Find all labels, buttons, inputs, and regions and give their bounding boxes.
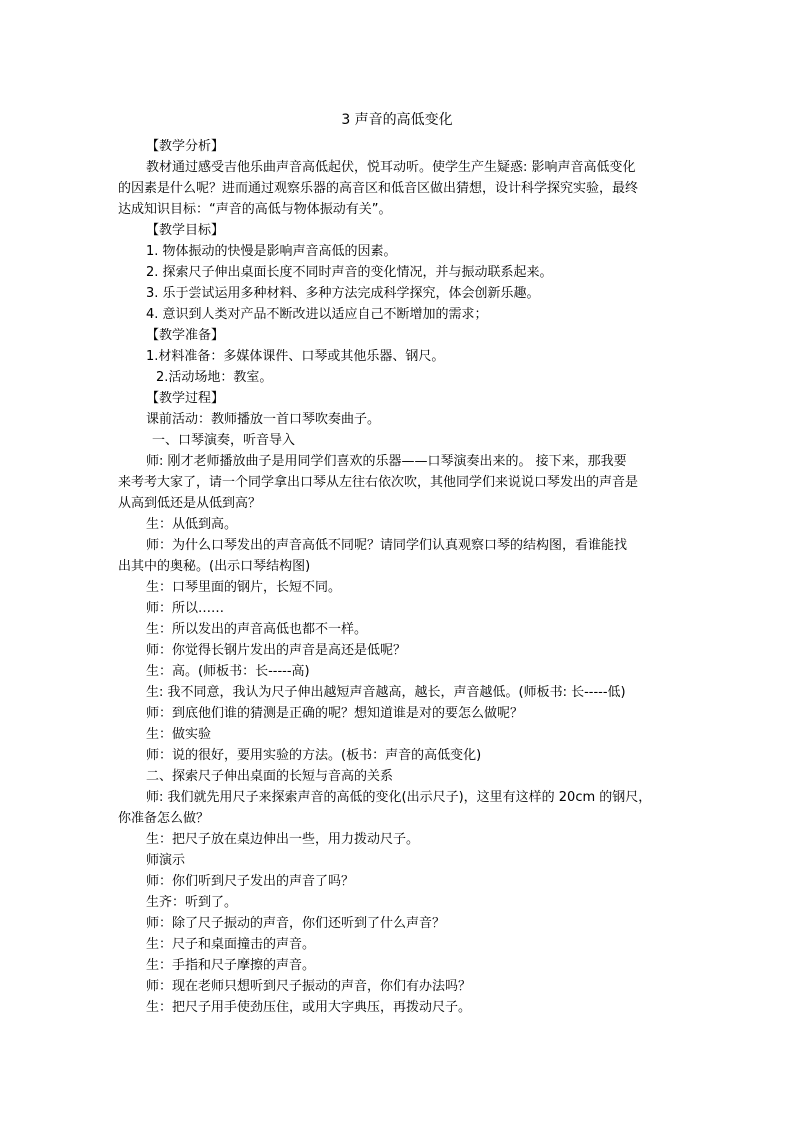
dialogue-line: 师：所以…… (146, 601, 225, 616)
goal-item: 2. 探索尺子伸出桌面长度不同时声音的变化情况，并与振动联系起来。 (146, 265, 553, 280)
dialogue-line: 师：为什么口琴发出的声音高低不同呢？请同学们认真观察口琴的结构图，看谁能找 (146, 538, 628, 553)
dialogue-line: 生：所以发出的声音高低也都不一样。 (146, 622, 368, 637)
preparation-item: 2.活动场地：教室。 (156, 370, 273, 385)
subsection-heading: 一、口琴演奏，听音导入 (152, 433, 296, 448)
dialogue-line: 来考考大家了，请一个同学拿出口琴从左往右依次吹，其他同学们来说说口琴发出的声音是 (118, 475, 639, 490)
section-heading-analysis: 【教学分析】 (146, 139, 225, 154)
dialogue-line: 师：说的很好，要用实验的方法。(板书：声音的高低变化) (146, 748, 482, 763)
preparation-item: 1.材料准备：多媒体课件、口琴或其他乐器、钢尺。 (146, 349, 445, 364)
dialogue-line: 师演示 (146, 853, 186, 868)
dialogue-line: 师：你们听到尺子发出的声音了吗？ (146, 874, 355, 889)
dialogue-line: 师：你觉得长钢片发出的声音是高还是低呢？ (146, 643, 407, 658)
dialogue-line: 生：高。(师板书：长-----高) (146, 664, 310, 679)
section-heading-goals: 【教学目标】 (146, 223, 225, 238)
dialogue-line: 生：口琴里面的钢片，长短不同。 (146, 580, 342, 595)
dialogue-line: 你准备怎么做？ (118, 811, 210, 826)
dialogue-line: 师: 刚才老师播放曲子是用同学们喜欢的乐器——口琴演奏出来的。 接下来，那我要 (146, 454, 627, 469)
section-heading-process: 【教学过程】 (146, 391, 225, 406)
dialogue-line: 生：尺子和桌面撞击的声音。 (146, 937, 316, 952)
section-heading-preparation: 【教学准备】 (146, 328, 225, 343)
dialogue-line: 生: 我不同意，我认为尺子伸出越短声音越高，越长，声音越低。(师板书: 长-----低) (146, 685, 626, 700)
paragraph-line: 达成知识目标：“声音的高低与物体振动有关”。 (118, 202, 392, 217)
dialogue-line: 师：现在老师只想听到尺子振动的声音，你们有办法吗？ (146, 979, 472, 994)
goal-item: 3. 乐于尝试运用多种材料、多种方法完成科学探究，体会创新乐趣。 (146, 286, 540, 301)
dialogue-line: 生：从低到高。 (146, 517, 238, 532)
dialogue-line: 出其中的奥秘。(出示口琴结构图) (118, 559, 311, 574)
dialogue-line: 从高到低还是从低到高？ (118, 496, 262, 511)
goal-item: 4. 意识到人类对产品不断改进以适应自己不断增加的需求； (146, 307, 488, 322)
paragraph-line: 课前活动：教师播放一首口琴吹奏曲子。 (146, 412, 381, 427)
dialogue-line: 生：做实验 (146, 727, 212, 742)
document-title: 3 声音的高低变化 (341, 112, 453, 128)
dialogue-line: 师：除了尺子振动的声音，你们还听到了什么声音？ (146, 916, 446, 931)
dialogue-line: 生齐：听到了。 (146, 895, 238, 910)
dialogue-line: 生：把尺子用手使劲压住，或用大字典压，再拨动尺子。 (146, 1000, 472, 1015)
goal-item: 1. 物体振动的快慢是影响声音高低的因素。 (146, 244, 397, 259)
paragraph-line: 教材通过感受吉他乐曲声音高低起伏，悦耳动听。使学生产生疑惑: 影响声音高低变化 (146, 160, 636, 175)
dialogue-line: 师: 我们就先用尺子来探索声音的高低的变化(出示尺子)，这里有这样的 20cm 的钢尺， (146, 790, 652, 805)
dialogue-line: 师：到底他们谁的猜测是正确的呢？想知道谁是对的要怎么做呢？ (146, 706, 524, 721)
dialogue-line: 生：手指和尺子摩擦的声音。 (146, 958, 316, 973)
paragraph-line: 的因素是什么呢？进而通过观察乐器的高音区和低音区做出猜想，设计科学探究实验，最终 (118, 181, 639, 196)
dialogue-line: 生：把尺子放在桌边伸出一些，用力拨动尺子。 (146, 832, 420, 847)
subsection-heading: 二、探索尺子伸出桌面的长短与音高的关系 (146, 769, 394, 784)
